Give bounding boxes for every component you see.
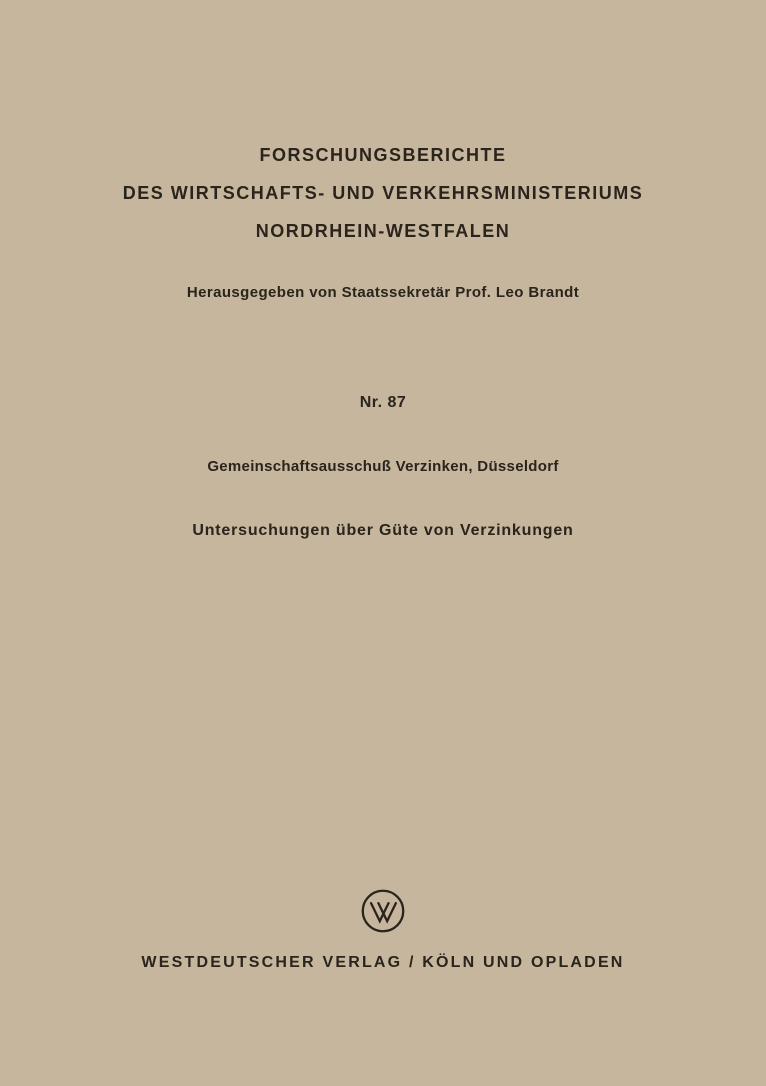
series-title-line-1: FORSCHUNGSBERICHTE (259, 145, 507, 165)
series-title-line-3: NORDRHEIN-WESTFALEN (255, 221, 511, 241)
book-title: Untersuchungen über Güte von Verzinkungen (192, 522, 574, 539)
wv-monogram-icon (360, 888, 406, 934)
series-title (0, 136, 766, 250)
editor-line: Herausgegeben von Staatssekretär Prof. Leo Brandt (186, 284, 580, 301)
publisher-logo (0, 888, 766, 934)
publisher-line: WESTDEUTSCHER VERLAG / KÖLN UND OPLADEN (141, 954, 625, 971)
series-title-line-2: DES WIRTSCHAFTS- UND VERKEHRSMINISTERIUMS (122, 183, 644, 203)
author-line: Gemeinschaftsausschuß Verzinken, Düsseldorf (207, 458, 559, 475)
issue-number: Nr. 87 (359, 394, 407, 411)
